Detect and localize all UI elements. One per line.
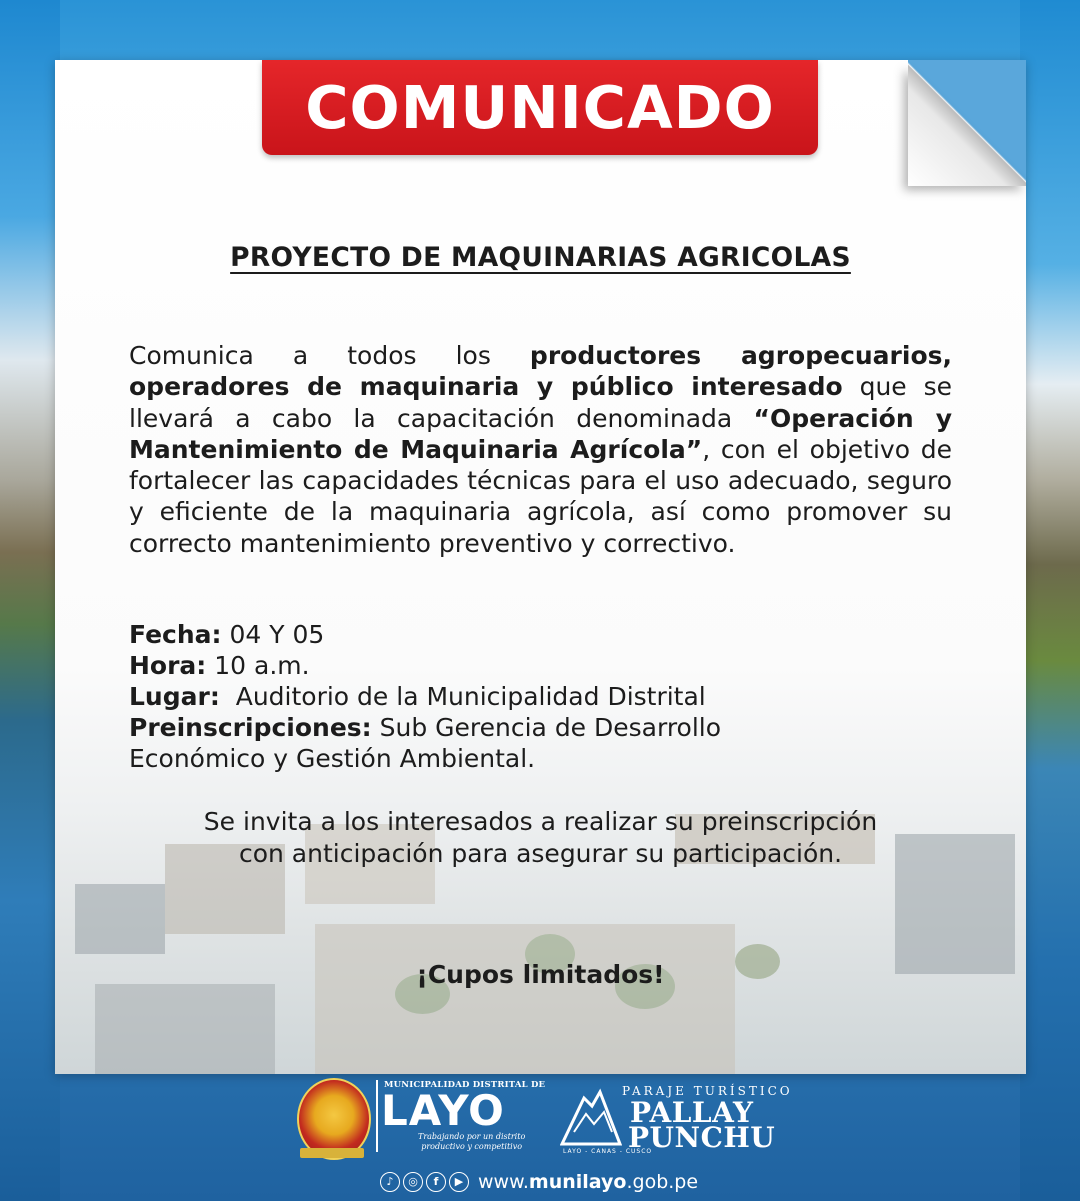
website-link[interactable] (478, 1171, 698, 1193)
project-subtitle (55, 242, 1026, 273)
body-bold-audience: productores agropecuarios, operadores de maquinaria y público interesado (129, 341, 953, 402)
detail-preinscripciones (129, 712, 959, 743)
page-curl-fold (908, 60, 1026, 186)
invite-line-1: Se invita a los interesados a realizar su preinscripción (203, 807, 878, 836)
slogan-line-2: productivo y competitivo (421, 1142, 523, 1151)
detail-preinscripciones-cont (129, 743, 959, 774)
hora-value: 10 a.m. (206, 651, 310, 680)
invitation-text (55, 806, 1026, 870)
fecha-label: Fecha: (129, 620, 222, 649)
footer (0, 1074, 1080, 1201)
website-suffix: .gob.pe (626, 1171, 699, 1193)
title-banner (262, 60, 818, 155)
body-text-3: , con el objetivo de fortalecer las capacidades técnicas para el uso adecuado, seguro y eficiente de la maquinaria agrícola, así como promover su correcto mantenimiento preventivo y correctivo. (129, 434, 953, 558)
municipality-slogan (418, 1132, 525, 1152)
lugar-label: Lugar: (129, 682, 220, 711)
detail-lugar (129, 681, 959, 712)
pallay-location: LAYO - CANAS - CUSCO (563, 1148, 653, 1155)
preinscripciones-label: Preinscripciones: (129, 713, 372, 742)
body-bold-course-name: “Operación y Mantenimiento de Maquinaria Agrícola” (129, 403, 952, 464)
notice-card (55, 60, 1026, 1074)
preinscripciones-value-2: Económico y Gestión Ambiental. (129, 744, 536, 773)
limited-spots-text: ¡Cupos limitados! (416, 960, 665, 989)
facebook-icon[interactable]: f (426, 1172, 446, 1192)
logo-divider (376, 1080, 378, 1152)
pallay-tagline: PARAJE TURÍSTICO (622, 1084, 793, 1098)
body-text-2: que se llevará a cabo la capacitación denominada (129, 372, 952, 433)
body-text-1: Comunica a todos los (129, 341, 530, 370)
municipality-name: LAYO (381, 1086, 505, 1135)
pallay-name-2: PUNCHU (628, 1121, 776, 1154)
fecha-value: 04 Y 05 (221, 620, 325, 649)
detail-fecha (129, 619, 959, 650)
detail-hora (129, 650, 959, 681)
tiktok-icon[interactable]: ♪ (380, 1172, 400, 1192)
background-right-landscape (1020, 0, 1080, 1201)
lugar-value: Auditorio de la Municipalidad Distrital (219, 682, 706, 711)
preinscripciones-value-1: Sub Gerencia de Desarrollo (371, 713, 722, 742)
background-left-landscape (0, 0, 60, 1201)
pallay-name-1: PALLAY (630, 1096, 754, 1129)
youtube-icon[interactable]: ▶ (449, 1172, 469, 1192)
seal-ribbon (300, 1148, 364, 1158)
website-domain: munilayo (528, 1171, 627, 1193)
mountain-logo-icon (560, 1084, 622, 1148)
announcement-paragraph (129, 340, 952, 559)
banner-title: COMUNICADO (305, 73, 775, 142)
web-icon[interactable]: ◎ (403, 1172, 423, 1192)
event-details (129, 619, 959, 774)
slogan-line-1: Trabajando por un distrito (418, 1132, 526, 1141)
invite-line-2: con anticipación para asegurar su participación. (238, 839, 843, 868)
hora-label: Hora: (129, 651, 207, 680)
municipality-label: MUNICIPALIDAD DISTRITAL DE (384, 1080, 546, 1090)
website-prefix: www. (478, 1171, 529, 1193)
subtitle-text: PROYECTO DE MAQUINARIAS AGRICOLAS (230, 242, 851, 273)
social-links (380, 1170, 698, 1194)
